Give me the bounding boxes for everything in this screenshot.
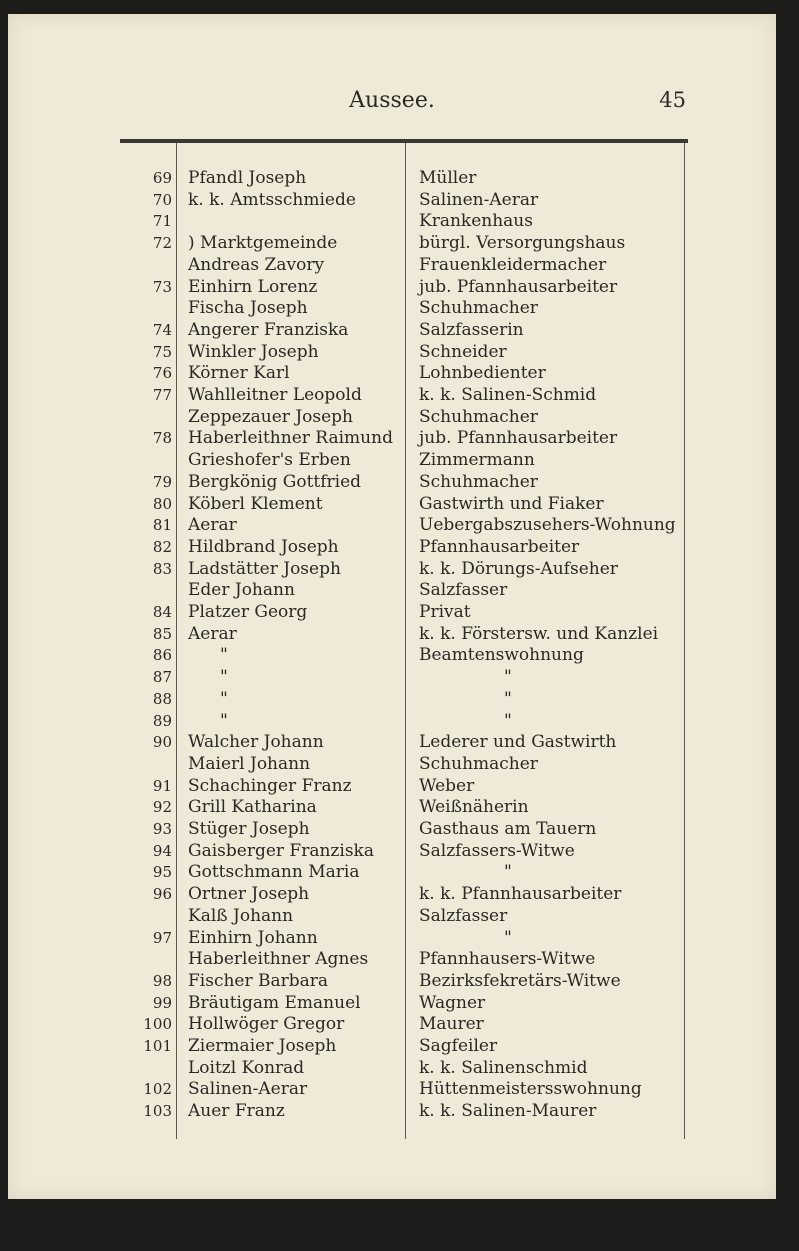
house-number: 85 <box>152 624 172 643</box>
owner-name: Kalß Johann <box>188 905 294 926</box>
house-number: 81 <box>152 516 172 535</box>
owner-name: Winkler Joseph <box>188 341 319 362</box>
house-number: 88 <box>152 689 172 708</box>
table-row <box>8 254 776 276</box>
table-row <box>8 1013 776 1035</box>
occupation: Hüttenmeistersswohnung <box>419 1079 642 1100</box>
house-number: 84 <box>152 603 172 621</box>
owner-name: Pfandl Joseph <box>188 168 307 188</box>
owner-name: Körner Karl <box>188 363 290 384</box>
page-number: 45 <box>659 88 686 112</box>
house-number: 101 <box>143 1037 172 1055</box>
house-number: 91 <box>152 776 172 795</box>
owner-name: Grill Katharina <box>188 797 317 818</box>
owner-name: Angerer Franziska <box>188 319 349 340</box>
house-number: 94 <box>152 841 172 860</box>
house-number: 76 <box>152 364 172 383</box>
owner-name: Haberleithner Raimund <box>188 428 393 449</box>
owner-name: Ladstätter Joseph <box>188 558 341 579</box>
owner-name: Wahlleitner Leopold <box>188 385 362 405</box>
table-row <box>8 688 776 710</box>
table-row <box>8 297 776 319</box>
owner-name: ) Marktgemeinde <box>188 233 338 254</box>
house-number: 99 <box>152 993 172 1012</box>
owner-name: Platzer Georg <box>188 602 308 622</box>
table-row <box>8 710 776 732</box>
house-number: 72 <box>152 234 172 253</box>
owner-name: Andreas Zavory <box>188 254 325 275</box>
house-number: 93 <box>152 820 172 838</box>
table-row <box>8 992 776 1014</box>
owner-name: " <box>220 710 228 731</box>
house-number: 90 <box>152 733 172 752</box>
occupation: k. k. Dörungs-Aufseher <box>419 558 618 579</box>
house-number: 98 <box>152 971 172 990</box>
house-number: 74 <box>152 320 172 339</box>
occupation: " <box>504 862 512 883</box>
table-row <box>8 536 776 558</box>
occupation: Zimmermann <box>419 450 535 471</box>
occupation: Schneider <box>419 341 507 362</box>
house-number: 78 <box>152 429 172 448</box>
house-number: 102 <box>143 1080 172 1099</box>
occupation: Salinen-Aerar <box>419 189 539 210</box>
owner-name: Auer Franz <box>188 1101 285 1122</box>
occupation: Schuhmacher <box>419 471 538 492</box>
owner-name: Aerar <box>188 623 237 644</box>
occupation: Salzfasser <box>419 905 508 926</box>
occupation: Müller <box>419 168 477 188</box>
house-number: 80 <box>152 494 172 513</box>
table-row <box>8 319 776 341</box>
occupation: Pfannhausarbeiter <box>419 536 580 557</box>
table-row <box>8 927 776 949</box>
occupation: Beamtenswohnung <box>419 645 584 666</box>
table-row <box>8 753 776 775</box>
table-row <box>8 775 776 797</box>
house-number: 95 <box>152 863 172 882</box>
occupation: Lohnbedienter <box>419 363 546 384</box>
house-number: 100 <box>143 1015 172 1034</box>
house-number: 86 <box>152 646 172 665</box>
table-row <box>8 905 776 927</box>
owner-name: Ziermaier Joseph <box>188 1036 337 1056</box>
house-number: 103 <box>143 1102 172 1121</box>
table-row <box>8 493 776 515</box>
owner-name: Einhirn Johann <box>188 927 318 948</box>
occupation: Privat <box>419 602 471 622</box>
occupation: k. k. Salinen-Schmid <box>419 385 597 405</box>
owner-name: Gottschmann Maria <box>188 862 360 883</box>
table-row <box>8 1100 776 1122</box>
occupation: k. k. Förstersw. und Kanzlei <box>419 623 659 644</box>
house-number: 82 <box>152 537 172 556</box>
owner-name: Eder Johann <box>188 580 295 601</box>
house-number: 87 <box>152 668 172 687</box>
owner-name: Fischer Barbara <box>188 970 329 991</box>
owner-name: Maierl Johann <box>188 753 311 774</box>
owner-name: Bergkönig Gottfried <box>188 471 362 492</box>
occupation: " <box>504 927 512 948</box>
table-row <box>8 558 776 580</box>
house-number: 83 <box>152 559 172 578</box>
occupation: Salzfasser <box>419 580 508 601</box>
occupation: Sagfeiler <box>419 1036 498 1056</box>
table-row <box>8 601 776 623</box>
house-number: 71 <box>152 212 172 231</box>
table-row <box>8 796 776 818</box>
house-number: 79 <box>152 472 172 491</box>
table-row <box>8 883 776 905</box>
table-row <box>8 167 776 189</box>
occupation: Schuhmacher <box>419 298 538 319</box>
table-row <box>8 818 776 840</box>
house-number: 73 <box>152 277 172 296</box>
owner-name: k. k. Amtsschmiede <box>188 189 356 210</box>
occupation: Salzfassers-Witwe <box>419 840 575 861</box>
house-number: 75 <box>152 342 172 361</box>
table-row <box>8 861 776 883</box>
owner-name: Hildbrand Joseph <box>188 536 339 557</box>
occupation: Wagner <box>419 992 486 1013</box>
owner-name: Fischa Joseph <box>188 298 308 319</box>
owner-name: Schachinger Franz <box>188 775 352 796</box>
occupation: " <box>504 688 512 709</box>
table-row <box>8 579 776 601</box>
table-row <box>8 970 776 992</box>
owner-name: " <box>220 688 228 709</box>
owner-name: Köberl Klement <box>188 493 323 514</box>
table-row <box>8 514 776 536</box>
running-head: Aussee. <box>349 88 435 113</box>
table-row <box>8 731 776 753</box>
owner-name: Bräutigam Emanuel <box>188 992 361 1013</box>
owner-name: " <box>220 667 228 688</box>
table-row <box>8 449 776 471</box>
house-number: 69 <box>152 169 172 187</box>
owner-name: Salinen-Aerar <box>188 1079 308 1100</box>
owner-name: Zeppezauer Joseph <box>188 406 353 427</box>
occupation: k. k. Salinenschmid <box>419 1057 588 1078</box>
occupation: " <box>504 667 512 688</box>
owner-name: Hollwöger Gregor <box>188 1014 345 1035</box>
owner-name: Haberleithner Agnes <box>188 949 369 970</box>
occupation: jub. Pfannhausarbeiter <box>419 276 618 297</box>
house-number: 77 <box>152 386 172 404</box>
occupation: k. k. Salinen-Maurer <box>419 1101 597 1122</box>
table-row <box>8 276 776 298</box>
house-number: 89 <box>152 711 172 730</box>
occupation: Frauenkleidermacher <box>419 254 607 275</box>
occupation: k. k. Pfannhausarbeiter <box>419 884 622 905</box>
occupation: Uebergabszusehers-Wohnung <box>419 515 676 536</box>
table-row <box>8 666 776 688</box>
occupation: jub. Pfannhausarbeiter <box>419 428 618 449</box>
table-row <box>8 948 776 970</box>
owner-name: Stüger Joseph <box>188 819 310 839</box>
table-row <box>8 623 776 645</box>
house-number: 70 <box>152 190 172 209</box>
page-header <box>8 82 776 122</box>
occupation: Lederer und Gastwirth <box>419 732 617 753</box>
book-page <box>8 14 776 1199</box>
occupation: Maurer <box>419 1014 484 1035</box>
table-row <box>8 644 776 666</box>
table-row <box>8 210 776 232</box>
table-row <box>8 471 776 493</box>
occupation: Weißnäherin <box>419 797 529 818</box>
occupation: Gastwirth und Fiaker <box>419 493 604 514</box>
table-row <box>8 341 776 363</box>
table-row <box>8 232 776 254</box>
table-row <box>8 1035 776 1057</box>
occupation: Weber <box>419 775 475 796</box>
occupation: Salzfasserin <box>419 319 524 340</box>
house-number: 96 <box>152 885 172 904</box>
table-row <box>8 1078 776 1100</box>
owner-name: Walcher Johann <box>188 732 324 753</box>
table-row <box>8 840 776 862</box>
occupation: Pfannhausers-Witwe <box>419 949 596 970</box>
table-row <box>8 406 776 428</box>
owner-name: Einhirn Lorenz <box>188 276 318 297</box>
occupation: Gasthaus am Tauern <box>419 819 597 839</box>
owner-name: Ortner Joseph <box>188 884 310 905</box>
owner-name: Grieshofer's Erben <box>188 450 351 471</box>
owner-name: Loitzl Konrad <box>188 1057 305 1078</box>
table-row <box>8 384 776 406</box>
table-row <box>8 362 776 384</box>
occupation: Schuhmacher <box>419 406 538 427</box>
table-row <box>8 189 776 211</box>
occupation: Bezirksfekretärs-Witwe <box>419 970 621 991</box>
occupation: " <box>504 710 512 731</box>
house-number: 92 <box>152 798 172 817</box>
occupation: Krankenhaus <box>419 211 533 232</box>
house-number: 97 <box>152 928 172 947</box>
owner-name: " <box>220 645 228 666</box>
occupation: bürgl. Versorgungshaus <box>419 233 626 254</box>
occupation: Schuhmacher <box>419 753 538 774</box>
owner-name: Gaisberger Franziska <box>188 840 374 861</box>
table-row <box>8 427 776 449</box>
header-rule <box>120 139 688 143</box>
owner-name: Aerar <box>188 515 237 536</box>
table-row <box>8 1057 776 1079</box>
